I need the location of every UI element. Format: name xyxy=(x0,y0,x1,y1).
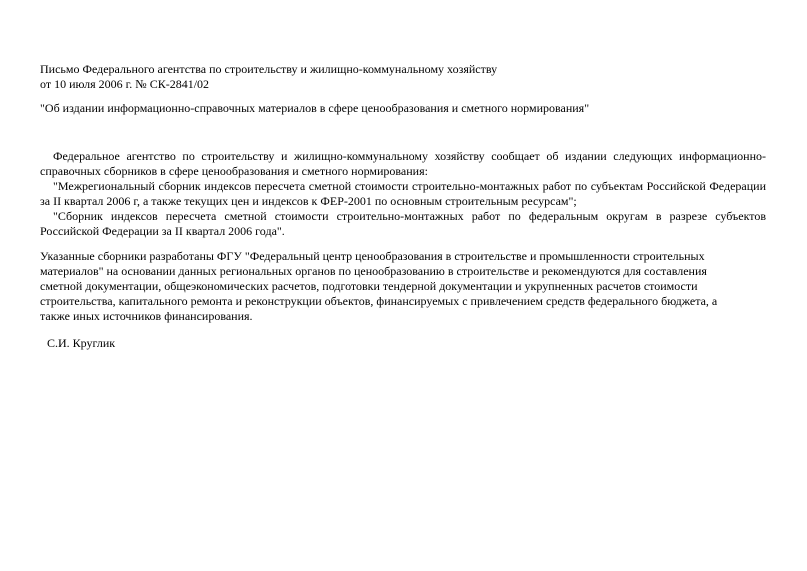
document-subject: "Об издании информационно-справочных материалов в сфере ценообразования и сметного нормирования" xyxy=(40,101,590,115)
document-header xyxy=(40,62,766,92)
body-item-1: "Межрегиональный сборник индексов пересчета сметной стоимости строительно-монтажных работ по субъектам Российской Федерации за II квартал 2006 г, а также текущих цен и индексов к ФЕР-2001 по основным строительным ресурсам"; xyxy=(40,179,766,208)
header-line-1: Письмо Федерального агентства по строительству и жилищно-коммунальному хозяйству xyxy=(40,62,498,76)
header-line-2: от 10 июля 2006 г. № СК-2841/02 xyxy=(40,77,210,91)
body-paragraph-2: Указанные сборники разработаны ФГУ "Федеральный центр ценообразования в строительстве и промышленности строительных материалов" на основании данных региональных органов по ценообразованию в строительстве и рекомендуются для составления сметной документации, общеэкономических расчетов, подготовки тендерной документации и укрупненных расчетов стоимости строительства, капитального ремонта и реконструкции объектов, финансируемых с привлечением средств федерального бюджета, а также иных источников финансирования. xyxy=(40,249,718,323)
signature: С.И. Круглик xyxy=(47,336,116,350)
document-page xyxy=(40,62,766,351)
document-body xyxy=(40,149,766,324)
body-intro: Федеральное агентство по строительству и жилищно-коммунальному хозяйству сообщает об издании следующих информационно-справочных сборников в сфере ценообразования и сметного нормирования: xyxy=(40,149,766,178)
body-item-2: "Сборник индексов пересчета сметной стоимости строительно-монтажных работ по федеральным округам в разрезе субъектов Российской Федерации за II квартал 2006 года". xyxy=(40,209,766,238)
